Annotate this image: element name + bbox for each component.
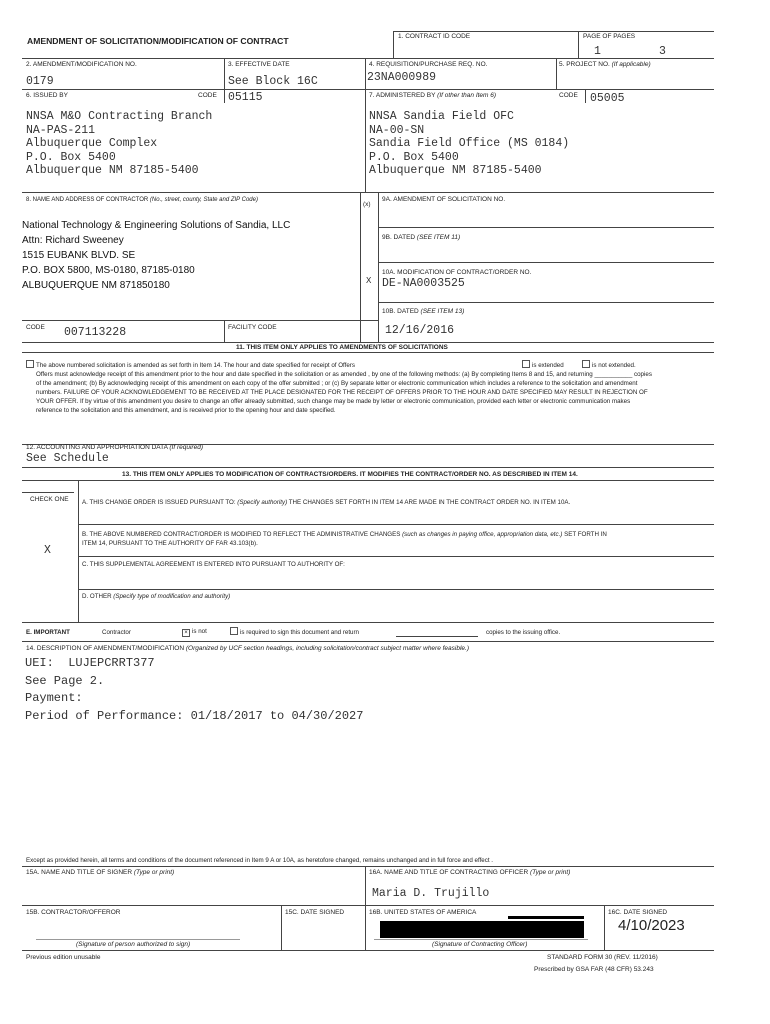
contract-dated: 12/16/2016 [385,324,455,337]
address-line: P.O. Box 5400 [26,150,116,164]
item-9b-label: 9B. DATED (SEE ITEM 11) [382,234,461,241]
is-not-option: × is not [182,627,207,637]
rule [22,467,714,468]
admin-code-label: CODE [559,92,578,99]
project-no-label: 5. PROJECT NO. (If applicable) [559,61,651,68]
contractor-line: Attn: Richard Sweeney [22,235,124,246]
checkbox[interactable] [230,627,238,635]
requisition-label: 4. REQUISITION/PURCHASE REQ. NO. [369,61,488,68]
item-15a-label: 15A. NAME AND TITLE OF SIGNER (Type or print) [26,869,175,876]
item-10a-label: 10A. MODIFICATION OF CONTRACT/ORDER NO. [382,269,532,276]
rule [22,320,378,321]
issued-code: 05115 [228,91,263,104]
extended-option: is extended [522,360,564,370]
description-line: See Page 2. [25,673,105,688]
item-12-label: 12. ACCOUNTING AND APPROPRIATION DATA (If required) [26,444,203,451]
item-11-body: Offers must acknowledge receipt of this amendment prior to the hour and date specified in the solicitation or as amended , by one of the following methods: (a) By completing Items 8 and 15, and returning ___________ copies of the amendment; (b) By acknowledging receipt of this amendment on each copy of the offer submitted ; or (c) By separate letter or electronic communication which includes a reference to the solicitation and amendment numbers. FAILURE OF YOUR ACKNOWLEDGEMENT TO BE RECEIVED AT THE PLACE DESIGNATED FOR THE RECEIPT OF OFFERS PRIOR TO THE HOUR AND DATE SPECIFIED MAY RESULT IN REJECTION OF YOUR OFFER. If by virtue of this amendment you desire to change an offer already submitted, such change may be made by letter or electronic communication, provided each letter or electronic communication makes reference to the solicitation and this amendment, and is received prior to the opening hour and date specified. [36,371,652,414]
item-9a-label: 9A. AMENDMENT OF SOLICITATION NO. [382,196,506,203]
previous-edition-note: Previous edition unusable [26,954,101,961]
is-required-option: is required to sign this document and return [230,627,359,637]
option-b-mark: X [44,544,51,557]
page-of-pages-label: PAGE OF PAGES [583,33,636,40]
rule [378,192,379,342]
facility-code-label: FACILITY CODE [228,324,277,331]
signature-line [36,939,240,940]
address-line: Albuquerque NM 87185-5400 [26,164,199,177]
amendment-no-label: 2. AMENDMENT/MODIFICATION NO. [26,61,137,68]
checkbox-checked[interactable]: × [182,629,190,637]
date-signed: 4/10/2023 [618,917,685,934]
rule [556,58,557,89]
rule [378,227,714,228]
rule [78,524,714,525]
item-10b-label: 10B. DATED (SEE ITEM 13) [382,308,465,315]
rule [78,480,79,622]
rule [224,320,225,342]
rule [393,31,714,32]
total-pages: 3 [659,45,666,58]
checkbox[interactable] [522,360,530,368]
rule [22,950,714,951]
item-16b-label: 16B. UNITED STATES OF AMERICA [369,909,477,916]
accounting-data: See Schedule [26,452,109,465]
requisition-no: 23NA000989 [367,71,437,84]
option-c-text: C. THIS SUPPLEMENTAL AGREEMENT IS ENTERED INTO PURSUANT TO AUTHORITY OF: [82,561,345,568]
rule [78,589,714,590]
issued-by-address [26,110,212,178]
option-d-text: D. OTHER (Specify type of modification and authority) [82,593,231,600]
prescribed-by: Prescribed by GSA FAR (48 CFR) 53.243 [534,966,654,973]
rule [22,342,714,343]
copies-text: copies to the issuing office. [486,629,561,636]
except-statement: Except as provided herein, all terms and conditions of the document referenced in Item 9 A or 10A, as heretofore changed, remains unchanged and in full force and effect . [26,857,493,864]
rule [224,58,225,89]
not-extended-option: is not extended. [582,360,636,370]
contractor-signature-caption: (Signature of person authorized to sign) [76,941,191,948]
page-number: 1 [594,45,601,58]
contract-number: DE-NA0003525 [382,277,465,290]
checkbox[interactable] [582,360,590,368]
signature-redaction [380,921,584,938]
contract-id-code-label: 1. CONTRACT ID CODE [398,33,471,40]
address-line: Albuquerque NM 87185-5400 [369,164,542,177]
item-15b-label: 15B. CONTRACTOR/OFFEROR [26,909,121,916]
item-11-line1: The above numbered solicitation is amended as set forth in Item 14. The hour and date specified for receipt of Offers [26,360,426,370]
contractor-line: National Technology & Engineering Solutions of Sandia, LLC [22,220,291,231]
contractor-address [22,218,290,293]
copies-blank [396,636,478,637]
address-line: NNSA Sandia Field OFC [369,110,514,123]
issued-by-label: 6. ISSUED BY [26,92,68,99]
address-line: Sandia Field Office (MS 0184) [369,137,570,150]
administered-by-address [369,110,569,178]
rule [604,905,605,950]
item-16a-label: 16A. NAME AND TITLE OF CONTRACTING OFFICER (Type or print) [369,869,571,876]
contracting-officer-name: Maria D. Trujillo [372,887,490,900]
rule [281,905,282,950]
signature-redaction [508,916,584,919]
address-line: Albuquerque Complex [26,137,158,150]
item-16c-label: 16C. DATE SIGNED [608,909,668,916]
officer-signature-caption: (Signature of Contracting Officer) [432,941,528,948]
item-11-heading: 11. THIS ITEM ONLY APPLIES TO AMENDMENTS OF SOLICITATIONS [236,344,448,351]
effective-date-label: 3. EFFECTIVE DATE [228,61,290,68]
form-title: AMENDMENT OF SOLICITATION/MODIFICATION OF CONTRACT [27,36,289,46]
rule [22,352,714,353]
rule [378,262,714,263]
address-line: P.O. Box 5400 [369,150,459,164]
signature-line [374,939,588,940]
x-column-label: (x) [363,201,371,208]
admin-code: 05005 [590,92,625,105]
rule [224,89,225,103]
rule [22,866,714,867]
important-label: E. IMPORTANT [26,629,70,636]
rule [22,622,714,623]
rule [22,192,714,193]
check-one-label: CHECK ONE [30,496,69,503]
item-15c-label: 15C. DATE SIGNED [285,909,345,916]
rule [378,302,714,303]
item-14-label: 14. DESCRIPTION OF AMENDMENT/MODIFICATION (Organized by UCF section headings, including solicitation/contract subject matter where feasible.) [26,645,470,652]
rule [393,31,394,58]
rule [22,492,74,493]
address-line: NA-PAS-211 [26,123,96,137]
standard-form-id: STANDARD FORM 30 (REV. 11/2016) [547,954,658,961]
rule [22,480,714,481]
contractor-label: 8. NAME AND ADDRESS OF CONTRACTOR (No., street, county, State and ZIP Code) [26,197,258,203]
modification-check-mark: X [366,276,372,285]
contractor-line: 1515 EUBANK BLVD. SE [22,250,136,261]
description-line: UEI: LUJEPCRRT377 [25,656,155,670]
contractor-code: 007113228 [64,326,127,339]
item-13-heading: 13. THIS ITEM ONLY APPLIES TO MODIFICATION OF CONTRACTS/ORDERS. IT MODIFIES THE CONTRACT/ORDER NO. AS DESCRIBED IN ITEM 14. [122,471,578,478]
contractor-line: P.O. BOX 5800, MS-0180, 87185-0180 [22,265,195,276]
option-a-text: A. THIS CHANGE ORDER IS ISSUED PURSUANT TO: (Specify authority) THE CHANGES SET FORTH IN ITEM 14 ARE MADE IN THE CONTRACT ORDER NO. IN ITEM 10A. [82,499,571,506]
contractor-code-label: CODE [26,324,45,331]
rule [78,556,714,557]
rule [585,89,586,103]
address-line: NNSA M&O Contracting Branch [26,110,213,123]
option-b-text: B. THE ABOVE NUMBERED CONTRACT/ORDER IS MODIFIED TO REFLECT THE ADMINISTRATIVE CHANGES (such as changes in paying office, appropriation data, etc.) SET FORTH IN ITEM 14, PURSUANT TO THE AUTHORITY OF FAR 43.103(b). [82,531,607,547]
description-line: Period of Performance: 01/18/2017 to 04/30/2027 [25,708,364,723]
rule [360,192,361,342]
rule [365,58,366,192]
contractor-label-important: Contractor [102,629,131,636]
effective-date: See Block 16C [228,75,318,88]
contractor-line: ALBUQUERQUE NM 871850180 [22,280,170,291]
rule [365,866,366,950]
item-14-description [25,655,363,725]
amendment-no: 0179 [26,75,54,88]
rule [578,31,579,58]
rule [22,641,714,642]
description-line: Payment: [25,691,83,705]
rule [22,89,714,90]
rule [22,58,714,59]
checkbox[interactable] [26,360,34,368]
address-line: NA-00-SN [369,123,425,137]
rule [22,905,714,906]
issued-code-label: CODE [198,92,217,99]
administered-by-label: 7. ADMINISTERED BY (If other than Item 6) [369,92,497,99]
